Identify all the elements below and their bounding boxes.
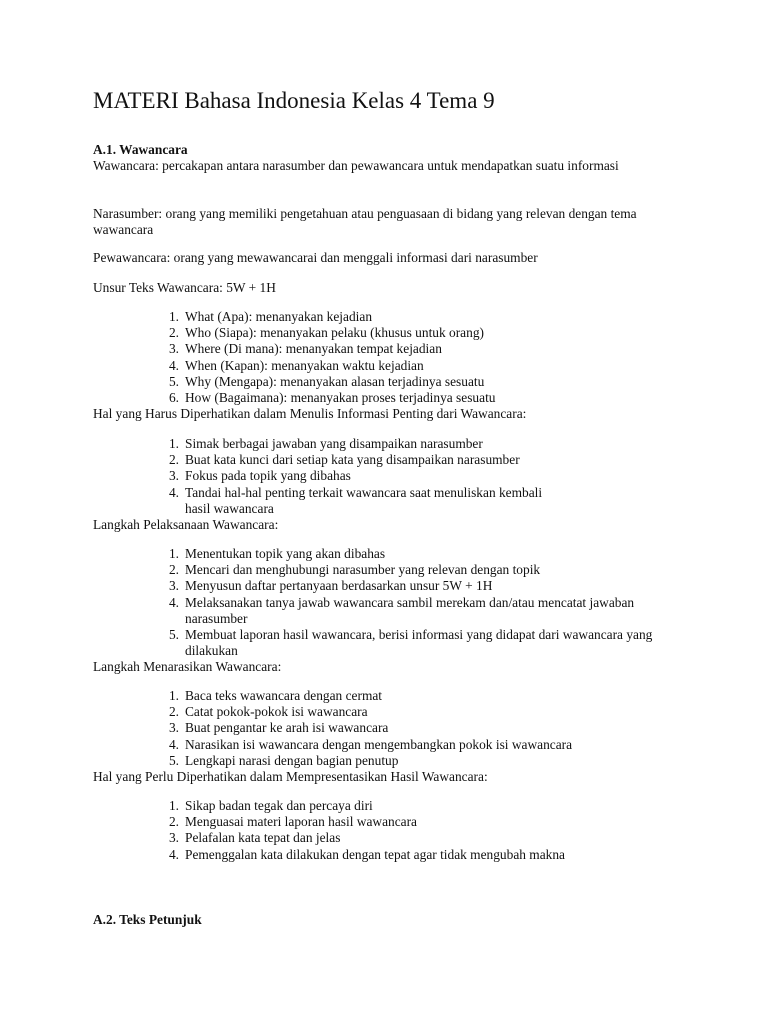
list-item: 2. Menguasai materi laporan hasil wawancara xyxy=(168,814,418,830)
list-item: 6. How (Bagaimana): menanyakan proses terjadinya sesuatu xyxy=(168,390,496,406)
langkah-pelaksanaan-block xyxy=(93,546,683,676)
list-item: 2. Who (Siapa): menanyakan pelaku (khusus untuk orang) xyxy=(168,325,484,341)
list-item: 4. Narasikan isi wawancara dengan mengembangkan pokok isi wawancara xyxy=(168,736,573,752)
definition-pewawancara: Pewawancara: orang yang mewawancarai dan menggali informasi dari narasumber xyxy=(93,250,538,265)
list-item: 2. Mencari dan menghubungi narasumber yang relevan dengan topik xyxy=(168,562,541,578)
definition-narasumber: Narasumber: orang yang memiliki pengetahuan atau penguasaan di bidang yang relevan dengan tema wawancara xyxy=(93,206,637,238)
list-item: 1. Simak berbagai jawaban yang disampaikan narasumber xyxy=(168,436,483,451)
list-item: 3. Buat pengantar ke arah isi wawancara xyxy=(168,720,389,736)
list-item: 3. Where (Di mana): menanyakan tempat kejadian xyxy=(168,341,442,357)
list-item: 2. Catat pokok-pokok isi wawancara xyxy=(168,704,368,720)
list-item: 5. Lengkapi narasi dengan bagian penutup xyxy=(168,752,399,768)
definition-wawancara: Wawancara: percakapan antara narasumber dan pewawancara untuk mendapatkan suatu informasi xyxy=(93,158,619,174)
section-heading-wawancara: A.1. Wawancara xyxy=(93,142,188,157)
list-item: 3. Menyusun daftar pertanyaan berdasarkan unsur 5W + 1H xyxy=(168,578,493,594)
list-item: 3. Pelafalan kata tepat dan jelas xyxy=(168,830,341,846)
section-wawancara xyxy=(93,142,683,174)
langkah-pelaksanaan-list xyxy=(93,546,683,659)
langkah-menarasikan-block xyxy=(93,688,683,785)
section-heading-teks-petunjuk: A.2. Teks Petunjuk xyxy=(93,912,202,927)
hal-presentasi-label: Hal yang Perlu Diperhatikan dalam Mempresentasikan Hasil Wawancara: xyxy=(93,769,488,785)
list-item: 1. Baca teks wawancara dengan cermat xyxy=(168,688,383,703)
langkah-menarasikan-list xyxy=(93,688,683,769)
list-item: 1. Sikap badan tegak dan percaya diri xyxy=(168,798,373,813)
list-item: 4. When (Kapan): menanyakan waktu kejadian xyxy=(168,357,424,373)
page-title: MATERI Bahasa Indonesia Kelas 4 Tema 9 xyxy=(93,88,495,113)
list-item: 2. Buat kata kunci dari setiap kata yang disampaikan narasumber xyxy=(168,452,520,468)
list-item: 5. Why (Mengapa): menanyakan alasan terjadinya sesuatu xyxy=(168,373,485,389)
hal-presentasi-block xyxy=(93,798,683,863)
list-item: 4. Melaksanakan tanya jawab wawancara sambil merekam dan/atau mencatat jawaban narasumber xyxy=(168,594,635,626)
list-item: 3. Fokus pada topik yang dibahas xyxy=(168,468,351,484)
list-item: 5. Membuat laporan hasil wawancara, berisi informasi yang didapat dari wawancara yang dilakukan xyxy=(168,627,653,659)
hal-menulis-label: Hal yang Harus Diperhatikan dalam Menulis Informasi Penting dari Wawancara: xyxy=(93,406,527,422)
hal-menulis-block xyxy=(93,436,683,533)
langkah-pelaksanaan-label: Langkah Pelaksanaan Wawancara: xyxy=(93,517,279,533)
hal-menulis-list xyxy=(93,436,683,517)
unsur-list-block xyxy=(93,309,683,422)
unsur-label: Unsur Teks Wawancara: 5W + 1H xyxy=(93,280,276,295)
list-item: 4. Pemenggalan kata dilakukan dengan tepat agar tidak mengubah makna xyxy=(168,846,566,862)
list-item: 1. Menentukan topik yang akan dibahas xyxy=(168,546,386,561)
unsur-list xyxy=(93,309,683,406)
list-item: 1. What (Apa): menanyakan kejadian xyxy=(168,309,373,324)
hal-presentasi-list xyxy=(93,798,683,863)
langkah-menarasikan-label: Langkah Menarasikan Wawancara: xyxy=(93,659,282,675)
list-item: 4. Tandai hal-hal penting terkait wawancara saat menuliskan kembali hasil wawancara xyxy=(168,484,543,516)
